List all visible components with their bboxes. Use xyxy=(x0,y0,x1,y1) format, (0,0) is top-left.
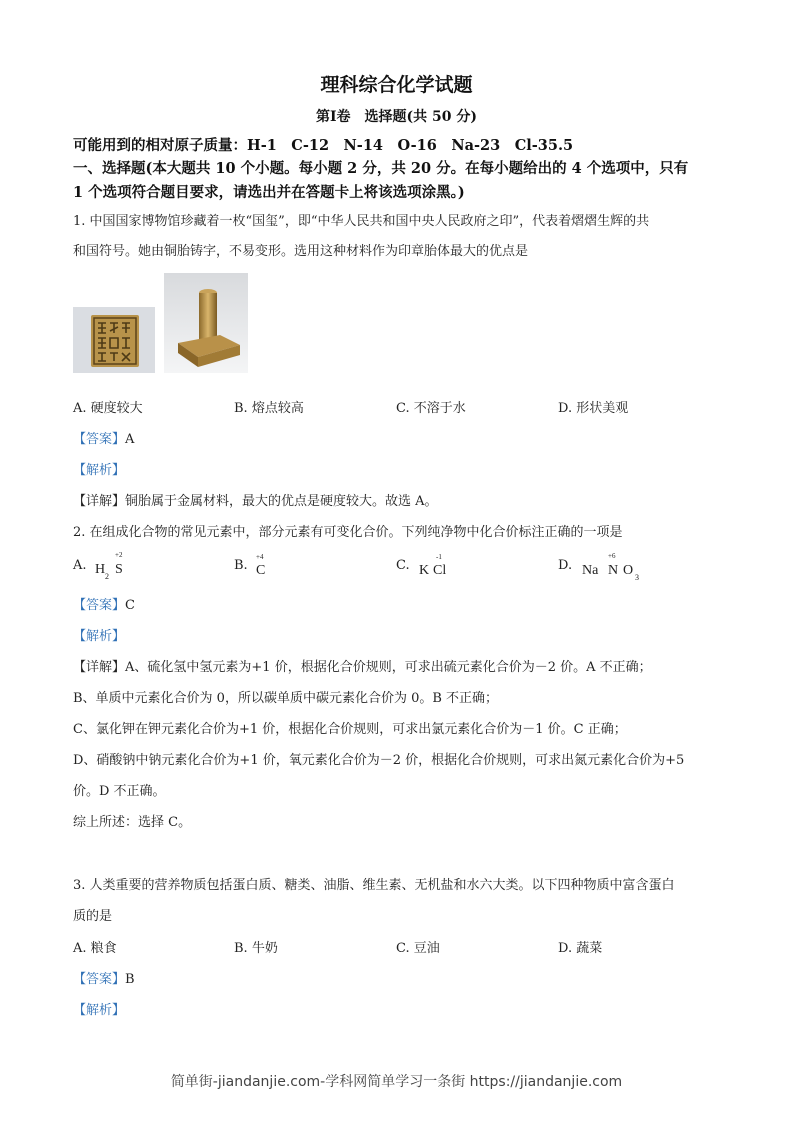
q2-summary: 综上所述：选择 C。 xyxy=(73,815,192,830)
q1-option-d: D. 形状美观 xyxy=(558,401,629,416)
q3-stem-line2: 质的是 xyxy=(73,909,113,924)
q1-option-a: A. 硬度较大 xyxy=(73,401,143,416)
page-title: 理科综合化学试题 xyxy=(320,74,473,96)
q2-answer: 【答案】C xyxy=(73,598,135,613)
q1-analysis-label: 【解析】 xyxy=(73,463,126,478)
q3-option-a: A. 粮食 xyxy=(73,941,117,956)
q2-analysis-label: 【解析】 xyxy=(73,629,126,644)
q1-option-c: C. 不溶于水 xyxy=(396,401,466,416)
q2-detail-line2: B、单质中元素化合价为 0，所以碳单质中碳元素化合价为 0。B 不正确； xyxy=(73,691,499,706)
q2-detail-line5: 价。D 不正确。 xyxy=(73,784,166,799)
section-subtitle: 第Ⅰ卷 选择题(共 50 分) xyxy=(315,109,478,125)
q2-option-b-letter: B. xyxy=(234,558,248,573)
section1-instruction-line1: 一、选择题(本大题共 10 个小题。每小题 2 分，共 20 分。在每小题给出的 4 个选项中，只有 xyxy=(73,160,689,177)
q2-detail-line1: 【详解】A、硫化氢中氢元素为+1 价，根据化合价规则，可求出硫元素化合价为－2 价。A 不正确； xyxy=(73,660,652,675)
q3-answer: 【答案】B xyxy=(73,972,135,987)
q3-option-b: B. 牛奶 xyxy=(234,941,278,956)
page-footer: 简单街-jiandanjie.com-学科网简单学习一条街 https://jiandanjie.com xyxy=(170,1074,623,1090)
q1-stem-line1: 1. 中国国家博物馆珍藏着一枚“国玺”，即“中华人民共和国中央人民政府之印”，代表着熠熠生辉的共 xyxy=(73,214,650,229)
q2-detail-line4: D、硝酸钠中钠元素化合价为+1 价，氧元素化合价为－2 价，根据化合价规则，可求出氮元素化合价为+5 xyxy=(73,753,685,768)
q3-option-c: C. 豆油 xyxy=(396,941,440,956)
q1-detail: 【详解】铜胎属于金属材料，最大的优点是硬度较大。故选 A。 xyxy=(73,494,438,509)
q3-option-d: D. 蔬菜 xyxy=(558,941,603,956)
q2-option-a-formula: H 2 S +2 xyxy=(95,551,123,581)
q1-stem-line2: 和国符号。她由铜胎铸字，不易变形。选用这种材料作为印章胎体最大的优点是 xyxy=(73,244,529,259)
q2-option-d-letter: D. xyxy=(558,558,573,573)
q1-answer: 【答案】A xyxy=(73,432,135,447)
q3-stem-line1: 3. 人类重要的营养物质包括蛋白质、糖类、油脂、维生素、无机盐和水六大类。以下四种物质中富含蛋白 xyxy=(73,878,675,893)
q2-option-c-letter: C. xyxy=(396,558,410,573)
section1-instruction-line2: 1 个选项符合题目要求，请选出并在答题卡上将该选项涂黑。) xyxy=(73,184,465,201)
atomic-masses: 可能用到的相对原子质量：H-1 C-12 N-14 O-16 Na-23 Cl-35.5 xyxy=(73,137,574,154)
q2-option-b-formula: C +4 xyxy=(256,553,266,578)
q3-analysis-label: 【解析】 xyxy=(73,1003,126,1018)
q2-option-c-formula: K Cl -1 xyxy=(419,553,447,578)
q2-option-a-letter: A. xyxy=(73,558,87,573)
q2-detail-line3: C、氯化钾在钾元素化合价为+1 价，根据化合价规则，可求出氯元素化合价为－1 价。C 正确； xyxy=(73,722,627,737)
seal-face-image xyxy=(73,307,155,373)
q2-stem: 2. 在组成化合物的常见元素中，部分元素有可变化合价。下列纯净物中化合价标注正确的一项是 xyxy=(73,525,623,540)
seal-side-image xyxy=(164,273,248,373)
q1-option-b: B. 熔点较高 xyxy=(234,401,304,416)
q2-option-d-formula: Na N +6 O 3 xyxy=(582,552,639,582)
